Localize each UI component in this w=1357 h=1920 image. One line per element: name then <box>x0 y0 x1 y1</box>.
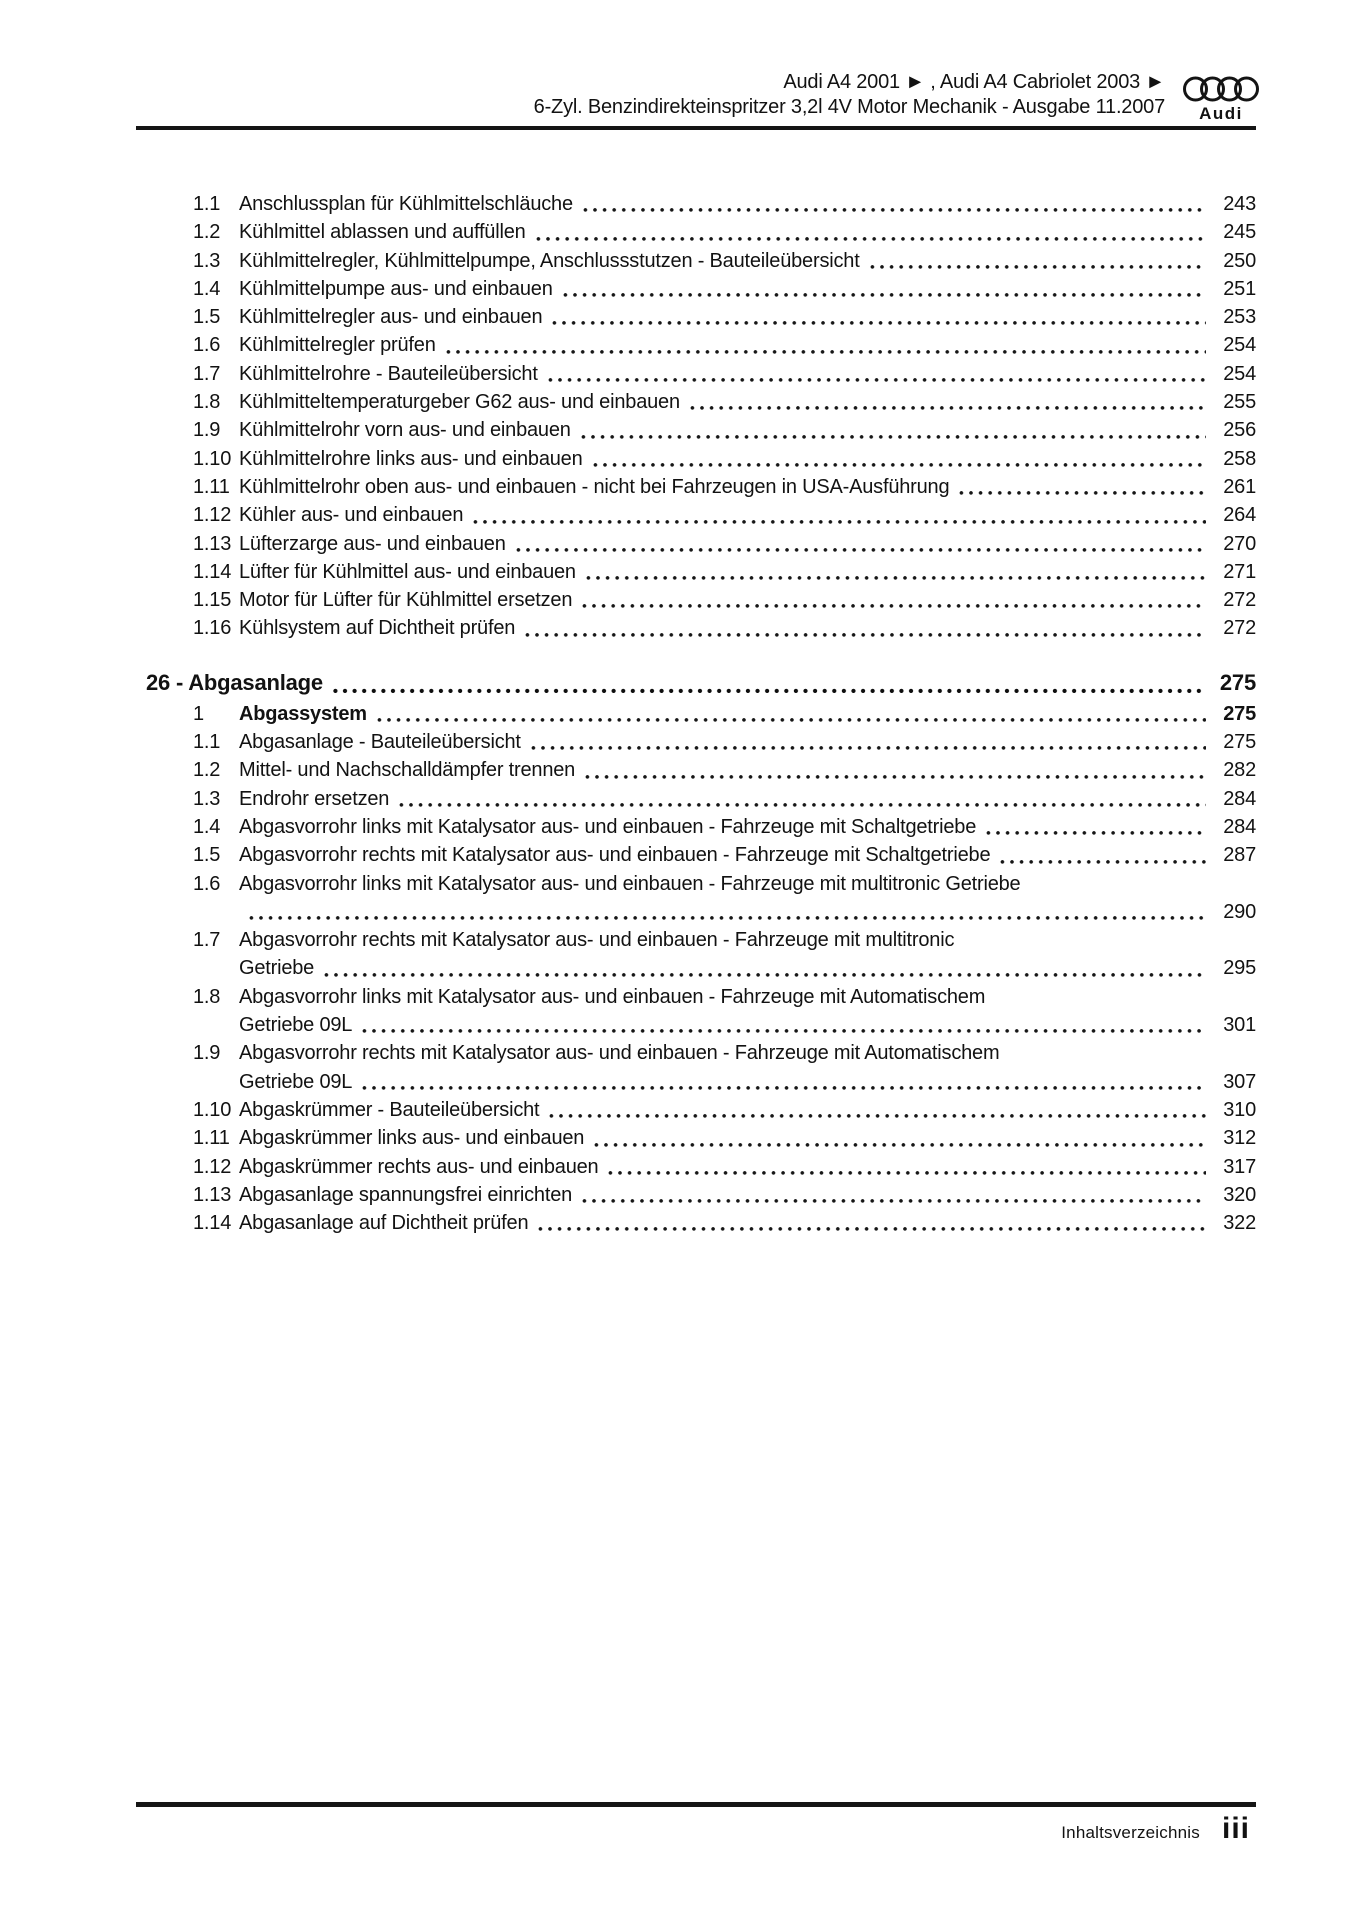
toc-entry <box>136 586 1256 614</box>
toc-entry-page: 270 <box>1223 532 1256 555</box>
dot-leader <box>399 802 1206 808</box>
toc-entry-title: Anschlussplan für Kühlmittelschläuche <box>239 193 573 215</box>
toc-entry <box>136 416 1256 444</box>
toc-entry-number: 1.6 <box>193 872 221 895</box>
toc-entry-continuation <box>136 1068 1256 1096</box>
section-heading-page: 275 <box>1219 669 1256 695</box>
toc-entry-number: 1.9 <box>193 1042 221 1065</box>
toc-entry-page: 245 <box>1223 221 1256 244</box>
toc-entry-page: 275 <box>1223 731 1256 754</box>
toc-entry <box>136 218 1256 246</box>
toc-entry <box>136 360 1256 388</box>
dot-leader <box>362 1028 1206 1034</box>
toc-section-heading <box>136 666 1256 700</box>
toc-entry-page: 258 <box>1223 447 1256 470</box>
toc-entry <box>136 1181 1256 1209</box>
toc-entry-title-continuation: Getriebe 09L <box>239 1014 353 1037</box>
toc-entry-title: Kühlmittelregler, Kühlmittelpumpe, Anschlussstutzen - Bauteileübersicht <box>239 249 860 272</box>
toc-entry-title: Kühler aus- und einbauen <box>239 504 464 527</box>
toc-entry <box>136 1039 1256 1067</box>
toc-entry-title: Kühlmittelrohre links aus- und einbauen <box>239 447 583 470</box>
toc-entry-number: 1.12 <box>193 504 232 527</box>
toc-entry-number: 1.5 <box>193 844 221 867</box>
toc-entry <box>136 700 1256 728</box>
toc-entry-number: 1.16 <box>193 617 232 640</box>
toc-entry <box>136 501 1256 529</box>
toc-entry-number: 1.11 <box>193 475 230 498</box>
toc-entry <box>136 926 1256 954</box>
audi-brand-block <box>1183 74 1259 124</box>
toc-entry-page: 301 <box>1223 1014 1256 1037</box>
dot-leader <box>585 774 1206 780</box>
toc-entry <box>136 558 1256 586</box>
toc-entry <box>136 303 1256 331</box>
toc-entry <box>136 247 1256 275</box>
toc-entry-title: Abgasvorrohr rechts mit Katalysator aus- und einbauen - Fahrzeuge mit Schaltgetriebe <box>239 844 991 867</box>
toc-entry-page: 275 <box>1223 702 1256 725</box>
toc-entry <box>136 785 1256 813</box>
toc-entry-title: Abgaskrümmer rechts aus- und einbauen <box>239 1155 599 1178</box>
toc-entry-title-continuation: Getriebe <box>239 957 315 980</box>
toc-entry-number: 1.3 <box>193 249 221 272</box>
audi-wordmark: Audi <box>1199 104 1243 123</box>
dot-leader <box>377 717 1206 723</box>
dot-leader <box>531 745 1206 751</box>
toc-list <box>136 190 1256 1237</box>
dot-leader <box>362 1085 1206 1091</box>
toc-entry-title: Kühlmittelrohre - Bauteileübersicht <box>239 362 538 385</box>
section-gap <box>136 643 1256 666</box>
toc-entry-title: Lüfterzarge aus- und einbauen <box>239 532 506 555</box>
dot-leader <box>324 972 1206 978</box>
toc-entry-page: 255 <box>1223 391 1256 414</box>
dot-leader <box>552 320 1206 326</box>
toc-entry-number: 1.13 <box>193 532 232 555</box>
dot-leader <box>333 688 1206 694</box>
toc-entry-page: 271 <box>1223 560 1256 583</box>
header-model-line: Audi A4 2001 ► , Audi A4 Cabriolet 2003 ► <box>783 71 1165 93</box>
toc-entry-title: Abgasvorrohr links mit Katalysator aus- und einbauen - Fahrzeuge mit multitronic Getriebe <box>239 872 1021 895</box>
toc-entry-page: 322 <box>1223 1212 1256 1235</box>
toc-entry-title: Abgassystem <box>239 702 367 725</box>
toc-entry-continuation <box>136 954 1256 982</box>
dot-leader <box>690 405 1206 411</box>
toc-entry-title: Abgaskrümmer links aus- und einbauen <box>239 1127 585 1150</box>
dot-leader <box>594 1142 1206 1148</box>
footer-section-label: Inhaltsverzeichnis <box>1061 1823 1200 1842</box>
toc-entry-title: Mittel- und Nachschalldämpfer trennen <box>239 759 576 782</box>
toc-entry-title: Abgasvorrohr links mit Katalysator aus- und einbauen - Fahrzeuge mit Automatischem <box>239 985 986 1008</box>
toc-entry-page: 254 <box>1223 334 1256 357</box>
toc-entry-page: 284 <box>1223 787 1256 810</box>
toc-entry <box>136 473 1256 501</box>
dot-leader <box>525 632 1206 638</box>
toc-entry-title: Abgasvorrohr rechts mit Katalysator aus- und einbauen - Fahrzeuge mit multitronic <box>239 929 955 952</box>
toc-entry-page: 272 <box>1223 589 1256 612</box>
toc-entry-number: 1.8 <box>193 985 221 1008</box>
header-engine-line: 6-Zyl. Benzindirekteinspritzer 3,2l 4V Motor Mechanik - Ausgabe 11.2007 <box>533 96 1165 118</box>
toc-entry-number: 1.1 <box>193 193 221 215</box>
toc-entry-title: Kühlmittel ablassen und auffüllen <box>239 221 526 244</box>
toc-entry-page: 287 <box>1223 844 1256 867</box>
toc-entry-page: 243 <box>1223 193 1256 215</box>
audi-rings-icon <box>1183 74 1259 104</box>
toc-entry <box>136 1209 1256 1237</box>
toc-entry-page: 282 <box>1223 759 1256 782</box>
toc-entry <box>136 813 1256 841</box>
dot-leader <box>473 519 1206 525</box>
toc-entry <box>136 190 1256 218</box>
header-rule <box>136 126 1256 130</box>
toc-entry-title: Endrohr ersetzen <box>239 787 390 810</box>
dot-leader <box>563 292 1206 298</box>
toc-entry <box>136 841 1256 869</box>
toc-entry-title: Lüfter für Kühlmittel aus- und einbauen <box>239 560 576 583</box>
toc-entry <box>136 1096 1256 1124</box>
dot-leader <box>583 207 1206 213</box>
toc-entry <box>136 530 1256 558</box>
toc-entry-title: Kühlmittelregler aus- und einbauen <box>239 306 543 329</box>
toc-entry-number: 1.2 <box>193 759 221 782</box>
toc-entry-title: Abgasanlage auf Dichtheit prüfen <box>239 1212 529 1235</box>
toc-entry-number: 1.2 <box>193 221 221 244</box>
toc-entry-page: 310 <box>1223 1098 1256 1121</box>
toc-entry-page: 264 <box>1223 504 1256 527</box>
toc-entry-continuation <box>136 898 1256 926</box>
page-header <box>534 70 1165 120</box>
toc-entry-page: 307 <box>1223 1070 1256 1093</box>
dot-leader <box>608 1170 1206 1176</box>
toc-entry <box>136 445 1256 473</box>
toc-entry-title: Abgasvorrohr rechts mit Katalysator aus- und einbauen - Fahrzeuge mit Automatischem <box>239 1042 1000 1065</box>
page-footer <box>1061 1812 1250 1846</box>
toc-entry-number: 1.7 <box>193 929 221 952</box>
footer-rule <box>136 1802 1256 1807</box>
toc-entry-number: 1.13 <box>193 1183 232 1206</box>
toc-entry-title: Kühlsystem auf Dichtheit prüfen <box>239 617 516 640</box>
toc-entry-page: 254 <box>1223 362 1256 385</box>
toc-entry-number: 1.11 <box>193 1127 230 1150</box>
footer-page-number: iii <box>1221 1812 1250 1845</box>
toc-entry-number: 1.9 <box>193 419 221 442</box>
toc-entry-page: 261 <box>1223 475 1256 498</box>
toc-entry-page: 290 <box>1223 900 1256 923</box>
section-heading-label: 26 - Abgasanlage <box>146 669 323 695</box>
toc-entry-page: 320 <box>1223 1183 1256 1206</box>
toc-entry-title: Abgasanlage spannungsfrei einrichten <box>239 1183 573 1206</box>
toc-entry-page: 250 <box>1223 249 1256 272</box>
dot-leader <box>446 349 1206 355</box>
toc-entry <box>136 756 1256 784</box>
toc-entry-title-continuation: Getriebe 09L <box>239 1070 353 1093</box>
dot-leader <box>582 603 1206 609</box>
toc-entry <box>136 275 1256 303</box>
toc-entry-title: Kühlmitteltemperaturgeber G62 aus- und einbauen <box>239 391 680 414</box>
dot-leader <box>549 1113 1206 1119</box>
toc-entry-title: Abgasvorrohr links mit Katalysator aus- und einbauen - Fahrzeuge mit Schaltgetriebe <box>239 815 977 838</box>
toc-entry-page: 253 <box>1223 306 1256 329</box>
dot-leader <box>593 462 1206 468</box>
toc-entry-number: 1.12 <box>193 1155 232 1178</box>
toc-entry-page: 295 <box>1223 957 1256 980</box>
toc-entry-title: Kühlmittelrohr vorn aus- und einbauen <box>239 419 571 442</box>
toc-entry-page: 256 <box>1223 419 1256 442</box>
toc-entry-page: 272 <box>1223 617 1256 640</box>
dot-leader <box>1000 859 1206 865</box>
toc-entry-number: 1.8 <box>193 391 221 414</box>
toc-entry <box>136 728 1256 756</box>
toc-entry <box>136 388 1256 416</box>
toc-entry-number: 1.5 <box>193 306 221 329</box>
dot-leader <box>959 490 1206 496</box>
dot-leader <box>538 1226 1206 1232</box>
toc-entry-page: 284 <box>1223 815 1256 838</box>
toc-entry <box>136 1124 1256 1152</box>
toc-entry-number: 1.3 <box>193 787 221 810</box>
dot-leader <box>249 915 1206 921</box>
toc-entry <box>136 614 1256 642</box>
toc-entry-title: Abgasanlage - Bauteileübersicht <box>239 731 521 754</box>
toc-entry-title: Kühlmittelrohr oben aus- und einbauen - nicht bei Fahrzeugen in USA-Ausführung <box>239 475 950 498</box>
toc-entry-number: 1.14 <box>193 560 232 583</box>
dot-leader <box>581 434 1206 440</box>
toc-entry <box>136 870 1256 898</box>
toc-entry-title: Kühlmittelpumpe aus- und einbauen <box>239 277 553 300</box>
toc-entry-title: Motor für Lüfter für Kühlmittel ersetzen <box>239 589 573 612</box>
toc-entry-number: 1.10 <box>193 447 232 470</box>
toc-entry-number: 1.14 <box>193 1212 232 1235</box>
toc-entry-title: Abgaskrümmer - Bauteileübersicht <box>239 1098 540 1121</box>
dot-leader <box>870 264 1206 270</box>
toc-entry-page: 251 <box>1223 277 1256 300</box>
toc-entry-title: Kühlmittelregler prüfen <box>239 334 436 357</box>
dot-leader <box>548 377 1206 383</box>
toc-entry-number: 1.4 <box>193 277 221 300</box>
toc-entry <box>136 983 1256 1011</box>
toc-entry-page: 312 <box>1223 1127 1256 1150</box>
toc-entry-number: 1.4 <box>193 815 221 838</box>
toc-entry-number: 1.1 <box>193 731 221 754</box>
toc-entry-page: 317 <box>1223 1155 1256 1178</box>
toc-entry-number: 1 <box>193 702 204 725</box>
toc-entry-number: 1.7 <box>193 362 221 385</box>
dot-leader <box>582 1198 1206 1204</box>
dot-leader <box>586 575 1206 581</box>
dot-leader <box>536 236 1206 242</box>
toc-entry-number: 1.6 <box>193 334 221 357</box>
toc-entry <box>136 1153 1256 1181</box>
dot-leader <box>986 830 1206 836</box>
dot-leader <box>516 547 1206 553</box>
toc-entry <box>136 331 1256 359</box>
toc-entry-number: 1.10 <box>193 1098 232 1121</box>
toc-entry-continuation <box>136 1011 1256 1039</box>
toc-entry-number: 1.15 <box>193 589 232 612</box>
